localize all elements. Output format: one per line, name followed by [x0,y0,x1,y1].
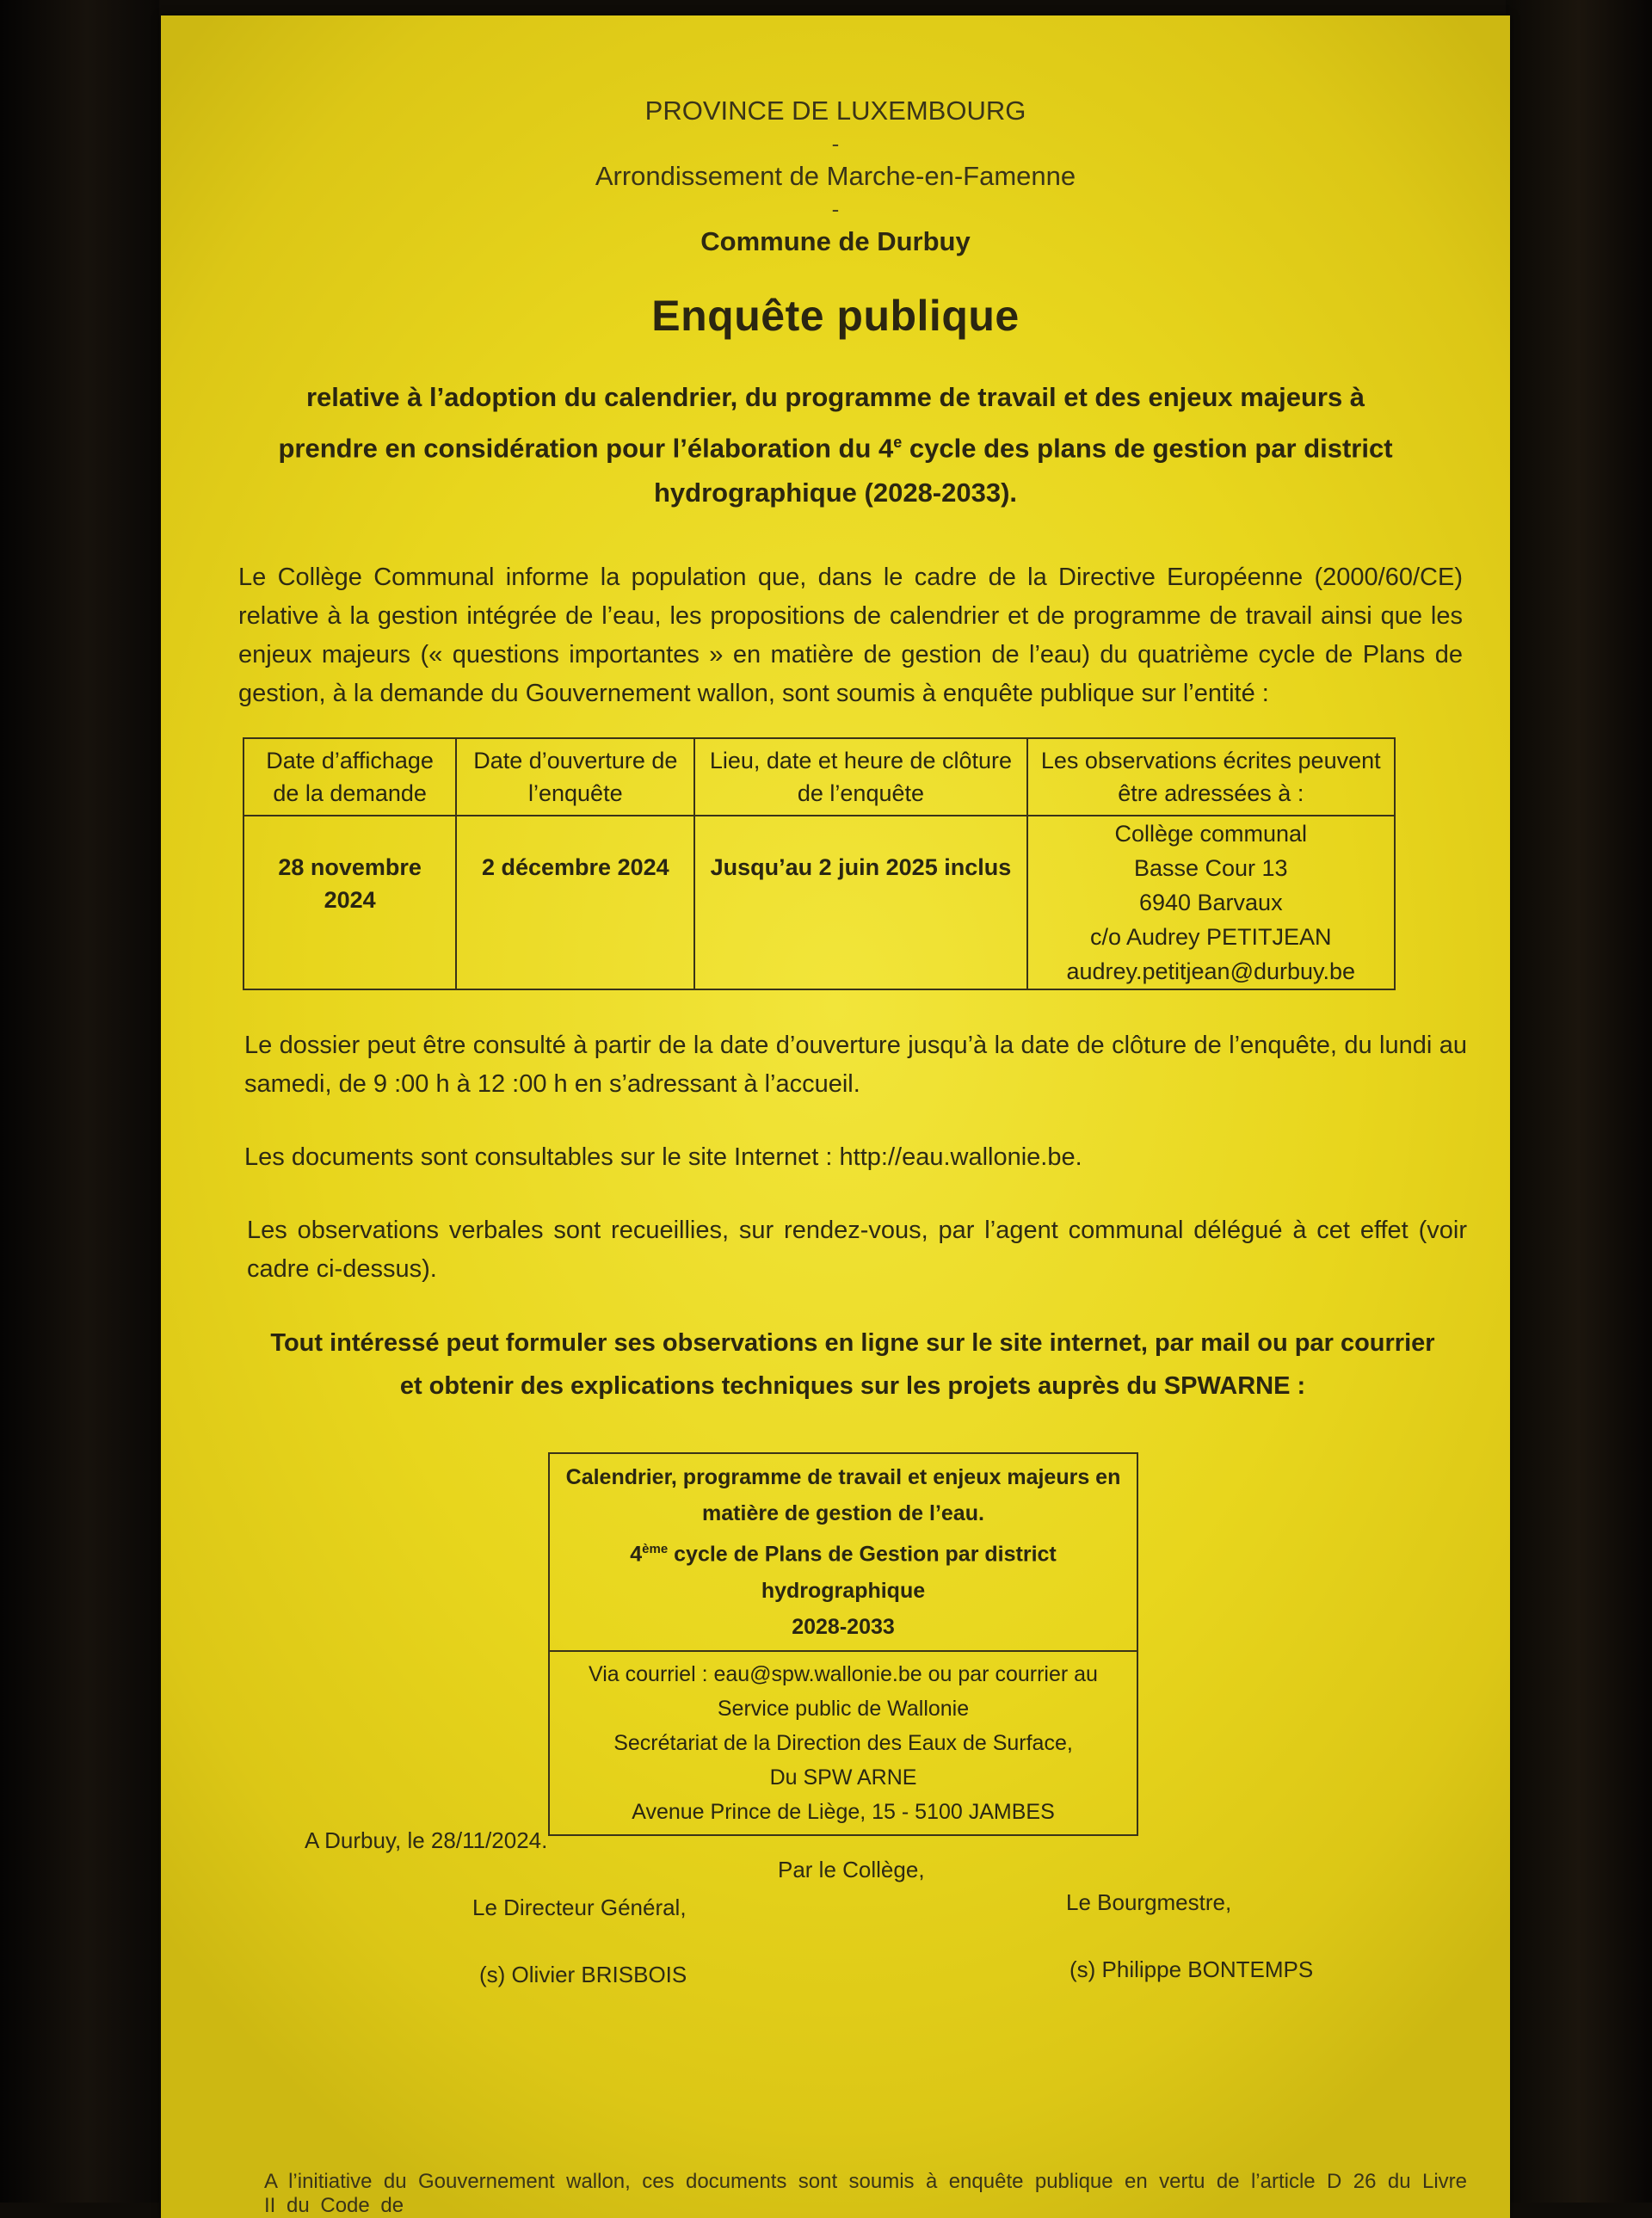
box-body-line: Secrétariat de la Direction des Eaux de Surface, [613,1730,1073,1755]
verbal-observations-paragraph: Les observations verbales sont recueillies, sur rendez-vous, par l’agent communal délégué à cet effet (voir cadre ci-dessus). [247,1217,1467,1284]
header-separator: - [831,196,840,222]
table-header-cell: Date d’affichage de la demande [243,738,456,816]
box-body-line: Avenue Prince de Liège, 15 - 5100 JAMBES [632,1799,1055,1824]
inquiry-dates-table [243,737,1396,990]
box-header-line: Calendrier, programme de travail et enjeux majeurs en matière de gestion de l’eau. [565,1465,1121,1526]
header-separator: - [831,131,840,157]
table-header-row [243,738,1395,816]
table-header-cell: Lieu, date et heure de clôture de l’enquête [694,738,1026,816]
box-body-cell [549,1651,1137,1835]
bourgmestre-name: (s) Philippe BONTEMPS [1069,1956,1314,1982]
box-header-cell [549,1453,1137,1650]
closing-date-cell: Jusqu’au 2 juin 2025 inclus [694,816,1026,989]
box-body-line: Du SPW ARNE [769,1765,917,1790]
commune-line: Commune de Durbuy [700,226,971,256]
notice-title: Enquête publique [651,292,1020,340]
table-row [243,816,1395,989]
email-address: audrey.petitjean@durbuy.be [1066,958,1356,985]
legal-footer: A l’initiative du Gouvernement wallon, ces documents sont soumis à enquête publique en vertu de l’article D 26 du Livre II du Code de [264,2170,1467,2217]
bourgmestre-title: Le Bourgmestre, [1066,1889,1232,1915]
subtitle-superscript: e [893,434,903,451]
arrondissement-line: Arrondissement de Marche-en-Famenne [595,161,1076,191]
box-cycle-number: 4 [630,1542,643,1567]
box-body-line: Via courriel : eau@spw.wallonie.be ou par courrier au [589,1661,1098,1686]
province-line: PROVINCE DE LUXEMBOURG [644,95,1026,126]
opening-date-cell: 2 décembre 2024 [456,816,694,989]
posting-date-cell: 28 novembre 2024 [243,816,456,989]
address-line: Collège communal [1114,821,1308,847]
box-body-row [549,1651,1137,1835]
address-line: 6940 Barvaux [1138,890,1283,916]
table-header-cell: Les observations écrites peuvent être adressées à : [1027,738,1395,816]
intro-paragraph: Le Collège Communal informe la population que, dans le cadre de la Directive Européenne (2000/60/CE) relative à la gestion intégrée de l’eau, les propositions de calendrier et de programme de travail ainsi que les enjeux majeurs (« questions importantes » en matière de gestion de l’eau) du quatrième cycle de Plans de gestion, à la demande du Gouvernement wallon, sont soumis à enquête publique sur l’entité : [238,564,1463,708]
place-date: A Durbuy, le 28/11/2024. [305,1827,548,1853]
notice-sheet [161,15,1510,2218]
notice-header [161,95,1510,258]
box-header-line [557,1531,1130,1608]
display-case-frame-left [0,0,159,2203]
subtitle-part2: cycle des plans de gestion par district hydrographique (2028-2033). [653,433,1393,508]
box-header-line: 2028-2033 [792,1614,895,1639]
consultation-paragraph: Le dossier peut être consulté à partir de la date d’ouverture jusqu’à la date de clôture de l’enquête, du lundi au samedi, de 9 :00 h à 12 :00 h en s’adressant à l’accueil. [244,1032,1467,1099]
display-case-frame-right [1506,0,1652,2203]
directeur-title: Le Directeur Général, [472,1895,687,1920]
box-body-line: Service public de Wallonie [717,1696,970,1721]
notice-subtitle [264,375,1407,515]
directeur-name: (s) Olivier BRISBOIS [479,1962,687,1987]
box-header-row [549,1453,1137,1650]
address-line: c/o Audrey PETITJEAN [1089,924,1332,951]
box-cycle-superscript: ème [642,1542,669,1557]
box-cycle-text: cycle de Plans de Gestion par district hydrographique [668,1542,1057,1603]
online-observations-note: Tout intéressé peut formuler ses observations en ligne sur le site internet, par mail ou par courrier et obtenir des explications techniques sur les projets auprès du SPWARNE : [270,1329,1435,1401]
subtitle-part1: relative à l’adoption du calendrier, du programme de travail et des enjeux majeurs à prendre en considération pour l’élaboration du 4 [278,382,1365,464]
par-le-college: Par le Collège, [778,1857,925,1882]
website-paragraph: Les documents sont consultables sur le site Internet : http://eau.wallonie.be. [244,1143,1082,1172]
address-cell [1027,816,1395,989]
spw-contact-box [548,1452,1138,1835]
address-line: Basse Cour 13 [1133,855,1288,882]
table-header-cell: Date d’ouverture de l’enquête [456,738,694,816]
